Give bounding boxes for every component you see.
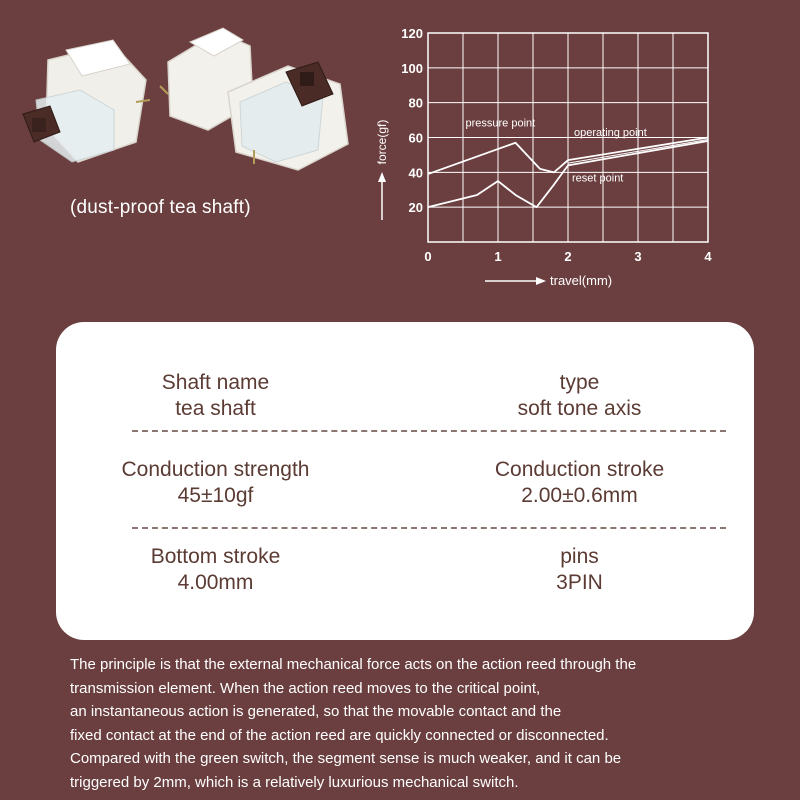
x-tick-label: 4 xyxy=(704,249,712,264)
description-line: transmission element. When the action reed moves to the critical point, xyxy=(70,679,541,697)
description-line: triggered by 2mm, which is a relatively luxurious mechanical switch. xyxy=(70,773,519,791)
y-axis-arrow-head xyxy=(378,172,386,182)
spec-label: Conduction stroke xyxy=(494,458,665,481)
spec-label: Shaft name xyxy=(161,371,270,394)
y-tick-label: 40 xyxy=(408,165,423,181)
annotation-label: operating point xyxy=(574,127,647,140)
description-line: an instantaneous action is generated, so that the movable contact and the xyxy=(70,703,562,720)
spec-label: Bottom stroke xyxy=(150,545,281,568)
spec-row-3 xyxy=(56,544,754,596)
spec-row-1 xyxy=(56,370,754,422)
spec-value: 45±10gf xyxy=(177,484,254,507)
spec-label: pins xyxy=(560,545,599,568)
spec-row-2 xyxy=(56,457,754,509)
spec-cell-pins xyxy=(405,544,754,596)
y-tick-label: 100 xyxy=(401,60,423,76)
spec-label: type xyxy=(559,371,600,394)
y-tick-label: 120 xyxy=(401,26,423,41)
annotation-label: pressure point xyxy=(465,117,536,130)
description-line: fixed contact at the end of the action reed are quickly connected or disconnected. xyxy=(70,726,609,744)
annotation-label: reset point xyxy=(572,172,624,185)
spec-label: Conduction strength xyxy=(121,458,310,481)
spec-value: 3PIN xyxy=(556,571,603,594)
spec-value: 2.00±0.6mm xyxy=(521,484,638,507)
spec-cell-bottom-stroke xyxy=(56,544,405,596)
y-axis-label: force(gf) xyxy=(375,119,389,165)
x-axis-label: travel(mm) xyxy=(550,273,613,288)
force-curve-chart xyxy=(360,14,740,299)
caption: (dust-proof tea shaft) xyxy=(70,197,251,218)
description-line: The principle is that the external mechanical force acts on the action reed through the xyxy=(70,656,637,673)
y-tick-label: 60 xyxy=(408,130,423,146)
description xyxy=(70,653,770,794)
divider xyxy=(132,430,726,432)
spec-cell-conduction-stroke xyxy=(405,457,754,509)
x-tick-label: 3 xyxy=(634,249,642,264)
x-tick-label: 2 xyxy=(564,249,572,264)
spec-cell-conduction-strength xyxy=(56,457,405,509)
y-tick-label: 80 xyxy=(408,95,423,111)
x-tick-label: 1 xyxy=(494,249,502,264)
spec-card xyxy=(56,322,754,640)
x-axis-arrow-head xyxy=(536,277,546,285)
divider xyxy=(132,527,726,529)
spec-value: 4.00mm xyxy=(177,571,254,594)
top-area xyxy=(0,0,800,300)
y-tick-label: 20 xyxy=(408,200,423,216)
spec-cell-shaft-name xyxy=(56,370,405,422)
spec-cell-type xyxy=(405,370,754,422)
switch-left xyxy=(23,40,150,162)
x-tick-label: 0 xyxy=(424,249,432,264)
switch-photo xyxy=(18,22,363,187)
spec-value: soft tone axis xyxy=(517,397,642,420)
description-line: Compared with the green switch, the segment sense is much weaker, and it can be xyxy=(70,750,622,767)
spec-value: tea shaft xyxy=(175,397,256,420)
